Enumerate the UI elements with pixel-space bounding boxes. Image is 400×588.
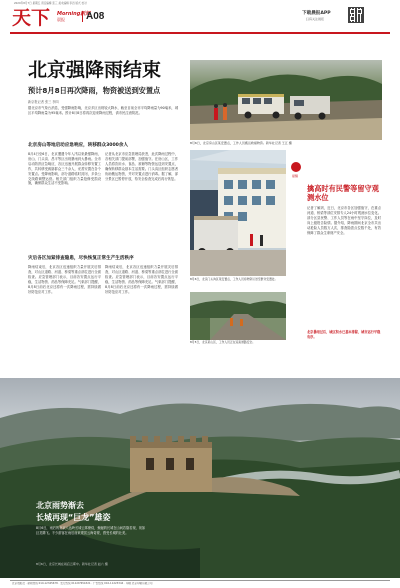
photo-mid-caption: 8月6日，北京门头沟区某安置点，工作人员将物资运送至群众安置处。 [190,277,278,281]
photo-small-caption: 8月5日，北京某山区，工作人员正在巡查道路安全。 [190,340,256,344]
sidebar-icon-label: 提醒 [292,174,299,178]
paper-subtitle: 晨报 [57,17,65,22]
qr-code-icon [348,7,364,23]
truck-scene-illustration [190,60,382,140]
left-section2-title: 灾后各区加紧排查隐患，尽快恢复正常生产生活秩序 [28,256,134,261]
section-title: 天下 [12,8,51,29]
feature-caption: 8月6日，北京长城在雨后云雾中。新华社记者 赵六 摄 [36,562,108,566]
mid-column-body: 记者从北京市应急管理局获悉，此次降雨过程中，各相关部门提前部署，加强值守。在房山区，工作人员将饮用水、食品、被褥等物资运送到安置点，确保转移群众基本生活需要。门头沟区组织志愿者协助搬运物资，并对安置点进行消毒。据了解，部分景区已暂停开放，待安全检查完成后再行恢复。 [105,152,178,181]
left-section1-body: 8月4日至6日，北京遭遇今年入汛以来最强降雨，房山、门头沟、昌平等区出现暴雨到大暴雨。全市启动防汛应急响应，各区迅速开展群众转移安置工作，共转移受威胁群众三千余人，妥善安置在各个安置点。受降雨影响，部分道路临时封闭，多条公交线路调整运营。相关部门组织力量抢修受损设施，确保群众生活不受影响。 [28,152,101,186]
headline-subtitle: 预计8月8日再次降雨，物资被送到安置点 [28,86,161,95]
headline-byline: 新京报记者 张三 李四 [28,100,59,104]
masthead [0,0,400,44]
sidebar-icon [291,162,301,172]
left-section1-title: 北京房山等地启动应急响应，转移群众3000余人 [28,143,129,148]
sidebar-title: 擒高时有民警等留守观测水位 [307,184,379,202]
paper-name: Morning新闻 [57,11,91,17]
left-section2-body-cont: 降雨结束后，北京各区迅速组织力量开展灾后排查，对山区道路、河道、桥梁等重点部位进行全面检查。应急管理部门表示，目前各安置点运行平稳，生活物资、药品等保障充足。气象部门提醒，8月8日前后北京还将有一次降雨过程，需持续做好防范应对工作。 [105,265,178,294]
building-scene-illustration [190,150,286,276]
photo-top-caption: 8月6日，北京房山区某安置点，工作人员搬运救援物资。新华社记者 王五 摄 [190,141,292,145]
feature-body: 8月6日，雨后的北京八达岭长城云雾缭绕，蜿蜒的长城在山间若隐若现，宛如巨龙腾飞。不少游客在雨后前来观赏云海奇观，感受长城的壮美。 [36,526,146,535]
photo-trucks-mountain [190,60,382,140]
sidebar-panel [291,150,382,348]
sidebar-body: 记者了解到，近日，北京市各区加强值守，在重点河道、桥梁等部位安排专人24小时观测水位变化。部分区县民警、工作人员等在雨中坚守岗位，及时向上级报告险情。据介绍，降雨期间北京全市共出动抢险人员数万人次，排查隐患点位数千处，有效保障了群众生命财产安全。 [307,206,381,235]
sidebar-footer: 北京暴雨过后，城区积水已基本排除，城市运行平稳有序。 [307,330,381,339]
feature-title-line2: 长城再现“巨龙”雄姿 [36,513,111,522]
footer-rule [10,580,390,581]
photo-truck-building [190,150,286,276]
headline-lead: 据北京市气象台消息，受强降雨影响，北京多区出现较大降水，截至目前全市平均降雨量为90毫米，城区平均降雨量为95毫米。预计8月8日将再次迎来降雨过程，请市民注意防范。 [28,106,178,115]
footer-text: 北京晨报社 · 新闻热线 010-12345678 · 发行热线 010-87654321 · 广告热线 010-11223344 · 印刷 北京印刷有限公司 [12,582,153,585]
photo-road-workers [190,292,286,340]
headline-title: 北京强降雨结束 [28,60,162,81]
download-text: 下载晨报APP [302,11,331,16]
left-section2-body: 降雨结束后，北京各区迅速组织力量开展灾后排查，对山区道路、河道、桥梁等重点部位进行全面检查。应急管理部门表示，目前各安置点运行平稳，生活物资、药品等保障充足。气象部门提醒，8月8日前后北京还将有一次降雨过程，需持续做好防范应对工作。 [28,265,101,294]
download-subtext: 扫码关注晨报 [306,17,325,21]
header-rule [10,32,390,34]
dateline: 2020年8月7日 星期五 责任编辑 张三 美术编辑 李四 版式 校对 [14,2,87,5]
page-label: A08 [82,11,104,22]
road-scene-illustration [190,292,286,340]
feature-title-line1: 北京雨势渐去 [36,501,84,510]
